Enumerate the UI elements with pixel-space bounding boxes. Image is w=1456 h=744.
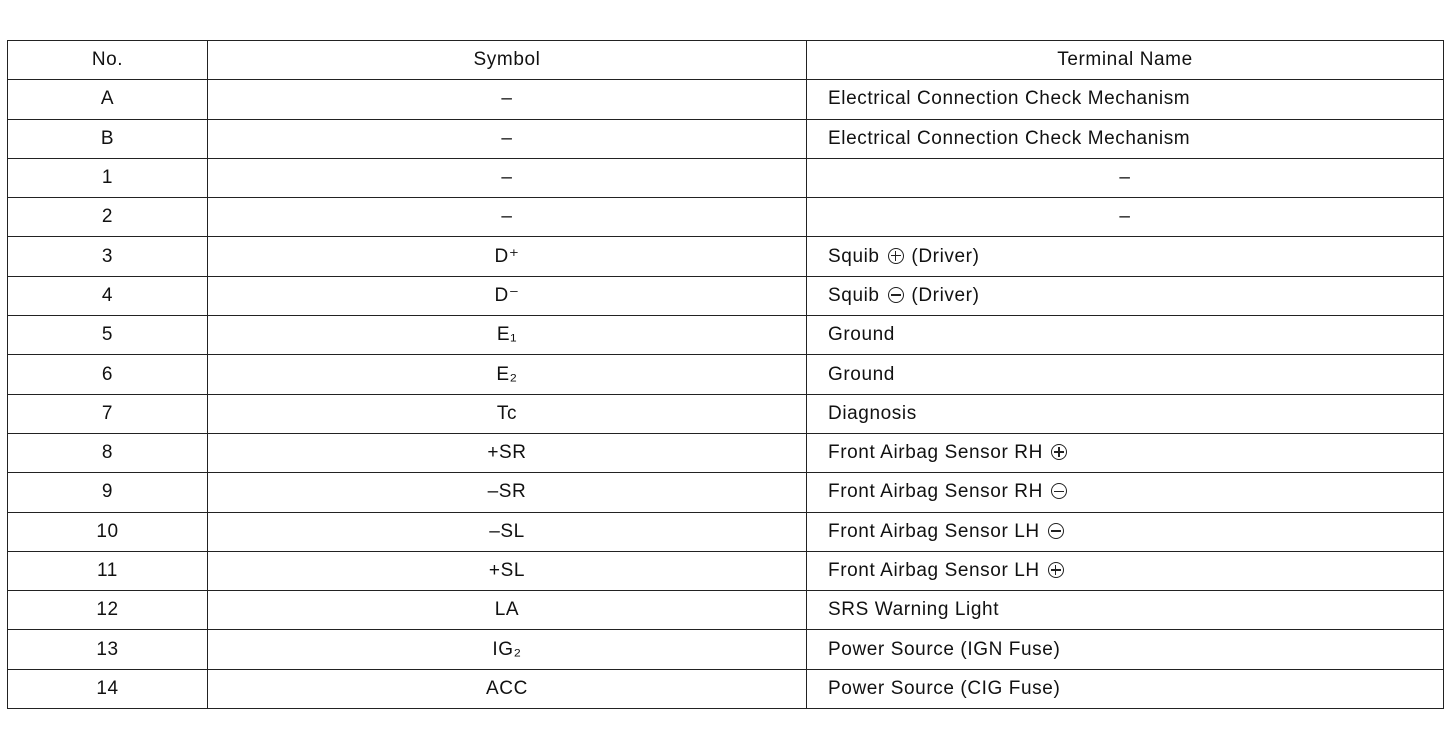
cell-terminal-name <box>807 433 1444 472</box>
table-row <box>8 158 1444 197</box>
cell-terminal-name <box>807 630 1444 669</box>
terminal-name-text: Squib <box>828 284 880 306</box>
cell-symbol: – <box>208 119 807 158</box>
terminal-name-text: Front Airbag Sensor LH <box>828 520 1040 542</box>
cell-no: 14 <box>8 669 208 708</box>
terminal-name-text: Electrical Connection Check Mechanism <box>828 88 1191 110</box>
cell-no: 10 <box>8 512 208 551</box>
cell-no: 1 <box>8 158 208 197</box>
table-row <box>8 355 1444 394</box>
table-row <box>8 551 1444 590</box>
circled-minus-icon <box>1051 483 1067 499</box>
table-row <box>8 276 1444 315</box>
cell-symbol: LA <box>208 591 807 630</box>
cell-symbol: – <box>208 80 807 119</box>
terminal-table-container <box>7 40 1443 709</box>
circled-plus-icon <box>1048 562 1064 578</box>
terminal-name-text: Front Airbag Sensor RH <box>828 442 1043 464</box>
cell-terminal-name <box>807 158 1444 197</box>
header-symbol: Symbol <box>208 41 807 80</box>
header-terminal-name: Terminal Name <box>807 41 1444 80</box>
cell-no: 5 <box>8 316 208 355</box>
cell-symbol: E₂ <box>208 355 807 394</box>
cell-no: 13 <box>8 630 208 669</box>
cell-symbol: –SR <box>208 473 807 512</box>
terminal-name-text: SRS Warning Light <box>828 599 1000 621</box>
cell-symbol: D⁻ <box>208 276 807 315</box>
cell-terminal-name <box>807 80 1444 119</box>
cell-symbol: E₁ <box>208 316 807 355</box>
cell-symbol: +SL <box>208 551 807 590</box>
cell-symbol: –SL <box>208 512 807 551</box>
cell-terminal-name <box>807 551 1444 590</box>
cell-no: 9 <box>8 473 208 512</box>
circled-plus-icon <box>888 248 904 264</box>
cell-no: 11 <box>8 551 208 590</box>
cell-terminal-name <box>807 394 1444 433</box>
terminal-name-text: Power Source (IGN Fuse) <box>828 638 1061 660</box>
terminal-name-suffix: (Driver) <box>911 245 980 267</box>
cell-terminal-name <box>807 198 1444 237</box>
header-no: No. <box>8 41 208 80</box>
terminal-name-text: Front Airbag Sensor RH <box>828 481 1043 503</box>
circled-plus-icon <box>1051 444 1067 460</box>
table-row <box>8 119 1444 158</box>
cell-no: A <box>8 80 208 119</box>
table-row <box>8 198 1444 237</box>
terminal-name-text: – <box>1119 206 1131 228</box>
cell-no: 8 <box>8 433 208 472</box>
cell-no: 3 <box>8 237 208 276</box>
cell-symbol: D⁺ <box>208 237 807 276</box>
terminal-name-text: – <box>1119 167 1131 189</box>
terminal-name-text: Squib <box>828 245 880 267</box>
cell-terminal-name <box>807 473 1444 512</box>
cell-no: 4 <box>8 276 208 315</box>
cell-no: 12 <box>8 591 208 630</box>
terminal-name-suffix: (Driver) <box>911 284 980 306</box>
cell-symbol: ACC <box>208 669 807 708</box>
circled-minus-icon <box>1048 523 1064 539</box>
cell-terminal-name <box>807 669 1444 708</box>
terminal-name-text: Front Airbag Sensor LH <box>828 560 1040 581</box>
table-row <box>8 433 1444 472</box>
cell-symbol: IG₂ <box>208 630 807 669</box>
cell-no: 7 <box>8 394 208 433</box>
cell-symbol: – <box>208 158 807 197</box>
cell-symbol: – <box>208 198 807 237</box>
table-row <box>8 591 1444 630</box>
cell-terminal-name <box>807 276 1444 315</box>
table-header <box>8 41 1444 80</box>
terminal-table <box>7 40 1444 709</box>
cell-terminal-name <box>807 237 1444 276</box>
table-row <box>8 394 1444 433</box>
cell-terminal-name <box>807 119 1444 158</box>
cell-terminal-name <box>807 355 1444 394</box>
table-row <box>8 237 1444 276</box>
circled-minus-icon <box>888 287 904 303</box>
table-row <box>8 669 1444 708</box>
terminal-name-text: Ground <box>828 324 895 346</box>
cell-terminal-name <box>807 512 1444 551</box>
cell-terminal-name <box>807 591 1444 630</box>
table-body <box>8 80 1444 709</box>
terminal-name-text: Ground <box>828 363 895 385</box>
cell-symbol: +SR <box>208 433 807 472</box>
table-row <box>8 630 1444 669</box>
terminal-name-text: Power Source (CIG Fuse) <box>828 677 1061 699</box>
cell-no: 2 <box>8 198 208 237</box>
terminal-name-text: Electrical Connection Check Mechanism <box>828 127 1191 149</box>
cell-no: 6 <box>8 355 208 394</box>
table-row <box>8 512 1444 551</box>
cell-terminal-name <box>807 316 1444 355</box>
table-row <box>8 316 1444 355</box>
table-row <box>8 80 1444 119</box>
table-row <box>8 473 1444 512</box>
header-row <box>8 41 1444 80</box>
terminal-name-text: Diagnosis <box>828 402 917 424</box>
cell-no: B <box>8 119 208 158</box>
cell-symbol: Tc <box>208 394 807 433</box>
